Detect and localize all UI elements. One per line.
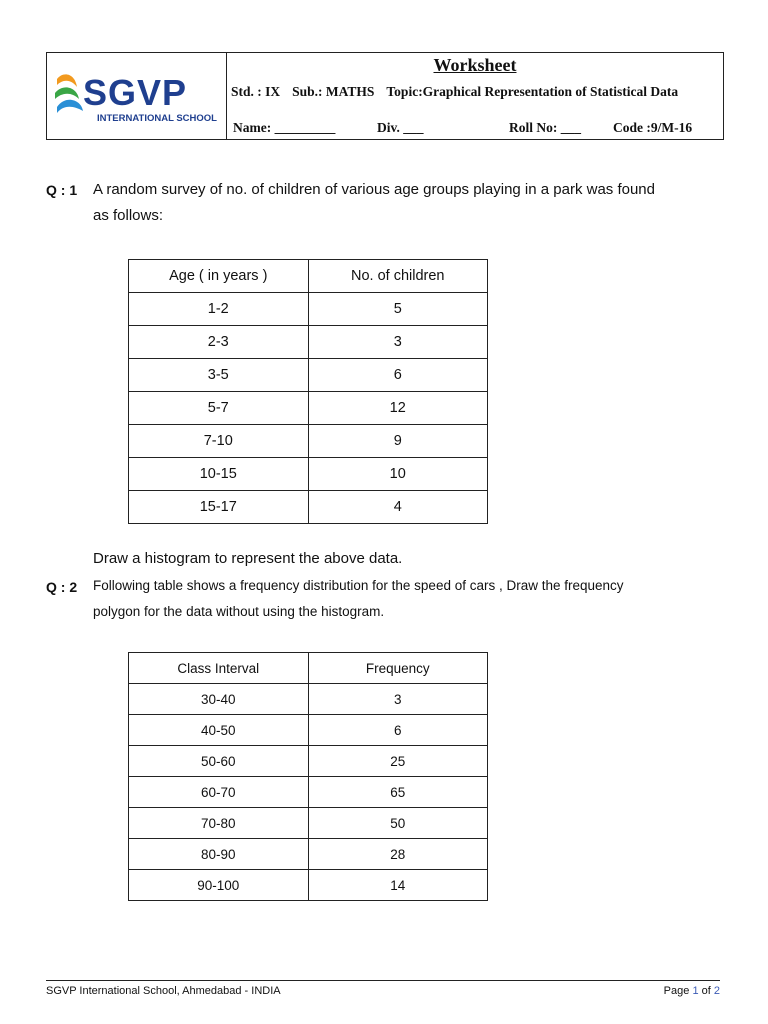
question-2-text [93,573,624,625]
table-row [129,715,488,746]
table-row [129,746,488,777]
table-cell: 80-90 [129,839,309,870]
question-1-number: Q : 1 [46,182,78,198]
question-1-line-2: as follows: [93,207,164,224]
topic-label: Topic:Graphical Representation of Statistical Data [386,84,679,99]
table-row [129,491,488,524]
table-cell: 70-80 [129,808,309,839]
table-header-cell: No. of children [308,260,488,293]
table-cell: 5-7 [129,392,309,425]
name-field: Name: _________ [233,120,336,135]
table-row [129,359,488,392]
school-logo-cell [47,53,227,139]
table-cell: 3 [308,684,488,715]
div-field: Div. ___ [377,120,424,135]
std-label: Std. : IX [231,84,281,99]
worksheet-header [46,52,724,140]
page-current: 1 [692,985,699,997]
table-row [129,425,488,458]
page-label: Page [663,985,690,997]
question-1-instruction: Draw a histogram to represent the above data. [93,550,403,567]
question-2-line-2: polygon for the data without using the histogram. [93,604,385,619]
header-line-1 [231,83,717,100]
table-cell: 4 [308,491,488,524]
table-cell: 7-10 [129,425,309,458]
logo-subtext: INTERNATIONAL SCHOOL [97,113,217,124]
table-cell: 90-100 [129,870,309,901]
table-row [129,777,488,808]
table-cell: 10-15 [129,458,309,491]
swoosh-orange [57,74,77,87]
page-of: of [701,985,711,997]
question-2-line-1: Following table shows a frequency distribution for the speed of cars , Draw the frequency [93,578,624,593]
table-row [129,808,488,839]
table-cell: 10 [308,458,488,491]
table-cell: 14 [308,870,488,901]
table-row [129,458,488,491]
table-header-cell: Frequency [308,653,488,684]
table-cell: 12 [308,392,488,425]
sgvp-logo [53,65,221,127]
table-cell: 2-3 [129,326,309,359]
table-header-row [129,260,488,293]
table-cell: 25 [308,746,488,777]
table-cell: 40-50 [129,715,309,746]
logo-text: SGVP [83,72,188,113]
table-row [129,684,488,715]
footer-school: SGVP International School, Ahmedabad - INDIA [46,985,281,997]
table-row [129,326,488,359]
table-cell: 9 [308,425,488,458]
code-field: Code :9/M-16 [613,120,693,135]
table-cell: 3-5 [129,359,309,392]
table-header-row [129,653,488,684]
worksheet-info [227,53,723,139]
swoosh-blue [57,100,83,113]
table-cell: 15-17 [129,491,309,524]
table-header-cell: Age ( in years ) [129,260,309,293]
table-row [129,392,488,425]
table-row [129,870,488,901]
table-cell: 6 [308,715,488,746]
worksheet-title: Worksheet [433,55,517,75]
question-2-number: Q : 2 [46,579,78,595]
table-cell: 50 [308,808,488,839]
table-cell: 60-70 [129,777,309,808]
table-cell: 65 [308,777,488,808]
table-cell: 1-2 [129,293,309,326]
table-cell: 28 [308,839,488,870]
table-cell: 6 [308,359,488,392]
table-cell: 30-40 [129,684,309,715]
table-cell: 50-60 [129,746,309,777]
footer-divider [46,980,720,981]
table-row [129,839,488,870]
roll-field: Roll No: ___ [509,120,581,135]
table-header-cell: Class Interval [129,653,309,684]
subject-label: Sub.: MATHS [292,84,375,99]
page-total: 2 [713,985,720,997]
question-1-text [93,177,655,229]
table-cell: 3 [308,326,488,359]
question-1-line-1: A random survey of no. of children of various age groups playing in a park was found [93,181,655,198]
age-children-table [128,259,488,524]
swoosh-green [55,87,79,99]
speed-frequency-table [128,652,488,901]
table-row [129,293,488,326]
table-cell: 5 [308,293,488,326]
footer-page-number [664,985,720,997]
